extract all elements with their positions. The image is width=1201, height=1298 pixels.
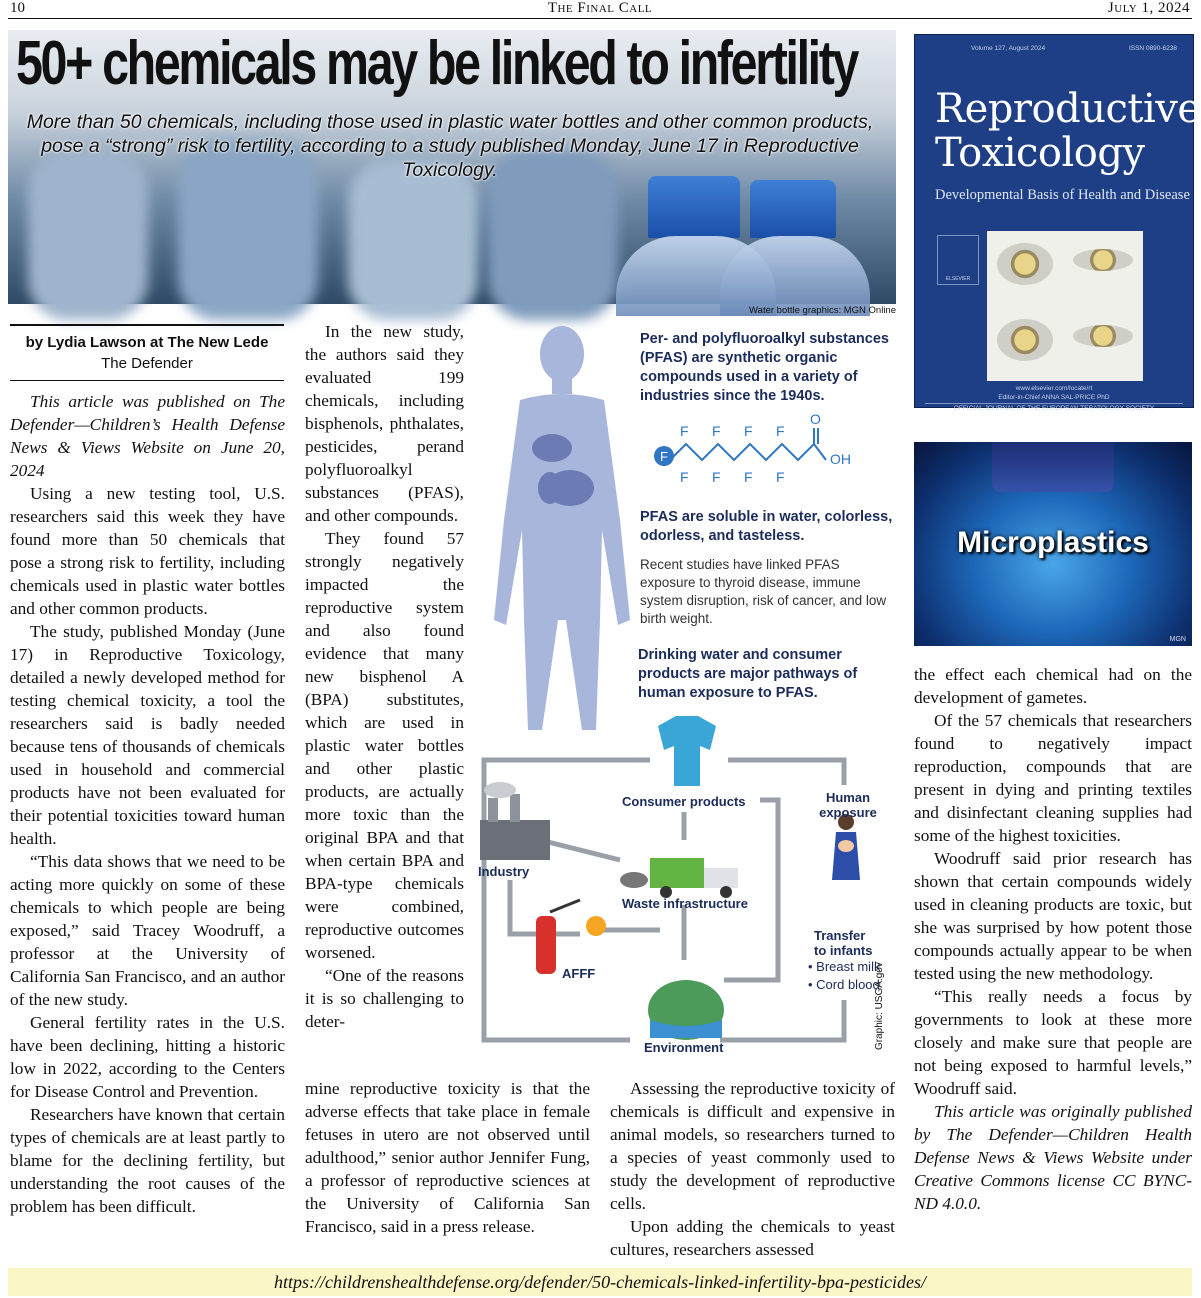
paragraph: In the new study, the authors said they evaluated 199 chemicals, including bisphenols, phthalates, pesticides, perand polyfluoroalkyl substances (PFAS), and other compounds. [305, 322, 464, 525]
consumer-products-label: Consumer products [622, 794, 746, 809]
newspaper-name: The Final Call [547, 0, 653, 16]
pfas-infographic [470, 320, 900, 1060]
issue-date: July 1, 2024 [1107, 0, 1190, 16]
journal-subtitle: Developmental Basis of Health and Disease [935, 187, 1190, 203]
paragraph: “One of the reasons it is so challenging to deter- [305, 966, 464, 1031]
journal-title: Reproductive Toxicology [935, 86, 1201, 176]
body-silhouette-icon [494, 326, 630, 730]
paragraph: Of the 57 chemicals that researchers found to negatively impact reproduction, compounds that are present in dying and printing textiles and disinfectant cleaning supplies had some of the highest toxicities. [914, 711, 1192, 845]
fire-extinguisher-icon [536, 900, 606, 974]
paragraph: Upon adding the chemicals to yeast cultures, researchers assessed [610, 1217, 895, 1259]
fluorine-label-top: F [680, 423, 689, 439]
pfas-title: Per- and polyfluoroalkyl substances (PFAS) are synthetic organic compounds used in a variety of industries since the 1940s. [640, 331, 889, 404]
elsevier-logo: ELSEVIER [937, 235, 979, 285]
paragraph: Assessing the reproductive toxicity of chemicals is difficult and expensive in animal models, so researchers turned to a species of yeast commonly used to study the development of reproductive cells. [610, 1079, 895, 1213]
paragraph: mine reproductive toxicity is that the adverse effects that take place in female fetuses in utero are not observed until adulthood,” senior author Jennifer Fung, a professor of reproductive sciences at the University of California San Francisco, said in a press release. [305, 1079, 590, 1236]
column-1 [10, 390, 285, 1218]
fluorine-label-top: F [776, 423, 785, 439]
column-3 [610, 1077, 895, 1261]
journal-volume: Volume 127, August 2024 [971, 45, 1046, 52]
republish-note: This article was originally published by The Defender—Children Health Defense News & Views Website under Creative Commons license CC BYNC-ND 4.0.0. [914, 1102, 1192, 1213]
byline-author: by Lydia Lawson at The New Lede [25, 334, 269, 351]
environment-label: Environment [644, 1040, 724, 1055]
svg-text:F: F [660, 449, 668, 464]
paragraph: the effect each chemical had on the development of gametes. [914, 665, 1192, 707]
photo-credit: Water bottle graphics: MGN Online [749, 305, 896, 316]
journal-cover [914, 34, 1201, 412]
oxygen-label: O [810, 411, 821, 427]
paragraph: Woodruff said prior research has shown that certain compounds widely used in cleaning products are toxic, but she was surprised by how potent those compounds actually appear to be when tested using the new methodology. [914, 849, 1192, 983]
paragraph: “This really needs a focus by governments to look at these more closely and make sure that people are not being exposed to harmful levels,” Woodruff said. [914, 987, 1192, 1098]
page-header [8, 0, 1192, 19]
cord-blood-label: • Cord blood [808, 977, 880, 992]
shirt-icon [658, 716, 716, 786]
journal-issn: ISSN 0890-6238 [1128, 45, 1177, 52]
human-exposure-label: Human exposure [819, 790, 877, 820]
pfas-studies: Recent studies have linked PFAS exposure to thyroid disease, immune system disruption, risk of cancer, and low birth weight. [640, 557, 887, 626]
paragraph: The study, published Monday (June 17) in Reproductive Toxicology, detailed a newly developed method for testing chemical toxicity, a tool the researchers said is badly needed because tens of thousands of chemicals used in household and commercial products have not been evaluated for their potential toxicities toward human health. [10, 622, 285, 848]
journal-society: OFFICIAL JOURNAL OF THE EUROPEAN TERATOLOGY SOCIETY [925, 403, 1183, 412]
microplastics-label: Microplastics [957, 526, 1149, 559]
paragraph: “This data shows that we need to be acting more quickly on some of these chemicals to which people are being exposed,” said Tracey Woodruff, a professor at the University of California San Francisco, and an author of the new study. [10, 852, 285, 1009]
journal-editor: Editor-in-Chief ANNA SAL-PRICE PhD [998, 394, 1110, 401]
zebrafish-images [987, 231, 1143, 381]
transfer-to-infants-label: Transfer to infants [814, 928, 873, 958]
fluorine-label-top: F [712, 423, 721, 439]
headline: 50+ chemicals may be linked to infertility [16, 29, 858, 98]
column-4 [914, 663, 1192, 1215]
industry-label: Industry [478, 864, 530, 879]
fluorine-label-bottom: F [680, 469, 689, 485]
microplastics-credit: MGN [1169, 636, 1186, 643]
fluorine-label-top: F [744, 423, 753, 439]
graphic-credit: Graphic: USGA.gov [874, 962, 885, 1050]
fluorine-label-bottom: F [712, 469, 721, 485]
pfas-soluble: PFAS are soluble in water, colorless, odorless, and tasteless. [640, 509, 893, 544]
paragraph: General fertility rates in the U.S. have been declining, hitting a historic low in 2022, according to the Centers for Disease Control and Prevention. [10, 1013, 285, 1101]
paragraph: Researchers have known that certain types of chemicals are at least partly to blame for the declining fertility, but understanding the root causes of the problem has been difficult. [10, 1105, 285, 1216]
paragraph: They found 57 strongly negatively impacted the reproductive system and also found evidence that many new bisphenol A (BPA) substitutes, which are used in plastic water bottles and other plastic products, are actually more toxic than the original BPA and that when certain BPA and BPA-type chemicals were combined, reproductive outcomes worsened. [305, 529, 464, 962]
fluorine-label-bottom: F [744, 469, 753, 485]
hydroxyl-label: OH [830, 451, 851, 467]
column-2 [305, 320, 464, 1033]
publication-note: This article was published on The Defender—Children’s Health Defense News & Views Website on June 20, 2024 [10, 392, 285, 480]
bottle-cap [992, 442, 1114, 492]
breast-milk-label: • Breast milk [808, 959, 881, 974]
garbage-truck-icon [620, 858, 738, 898]
pfas-pathways: Drinking water and consumer products are major pathways of human exposure to PFAS. [638, 647, 858, 701]
waste-infrastructure-label: Waste infrastructure [622, 896, 748, 911]
fluorine-label-bottom: F [776, 469, 785, 485]
byline [10, 324, 284, 381]
factory-icon [480, 782, 550, 860]
woman-baby-icon [832, 814, 860, 880]
paragraph: Using a new testing tool, U.S. researchers said this week they have found more than 50 chemicals that pose a strong risk to fertility, including chemicals used in plastic water bottles and other common products. [10, 484, 285, 618]
environment-icon [648, 980, 724, 1040]
microplastics-photo [914, 442, 1192, 646]
source-url: https://childrenshealthdefense.org/defender/50-chemicals-linked-infertility-bpa-pesticides/ [8, 1268, 1192, 1296]
byline-outlet: The Defender [101, 355, 193, 372]
journal-url: www.elsevier.com/locate/rt [1015, 385, 1093, 392]
column-2-continued [305, 1077, 590, 1238]
afff-label: AFFF [562, 966, 596, 981]
page-number: 10 [10, 0, 25, 16]
dek: More than 50 chemicals, including those used in plastic water bottles and other common products, pose a “strong” risk to fertility, according to a study published Monday, June 17 in Reproductive Toxicology. [26, 111, 874, 181]
